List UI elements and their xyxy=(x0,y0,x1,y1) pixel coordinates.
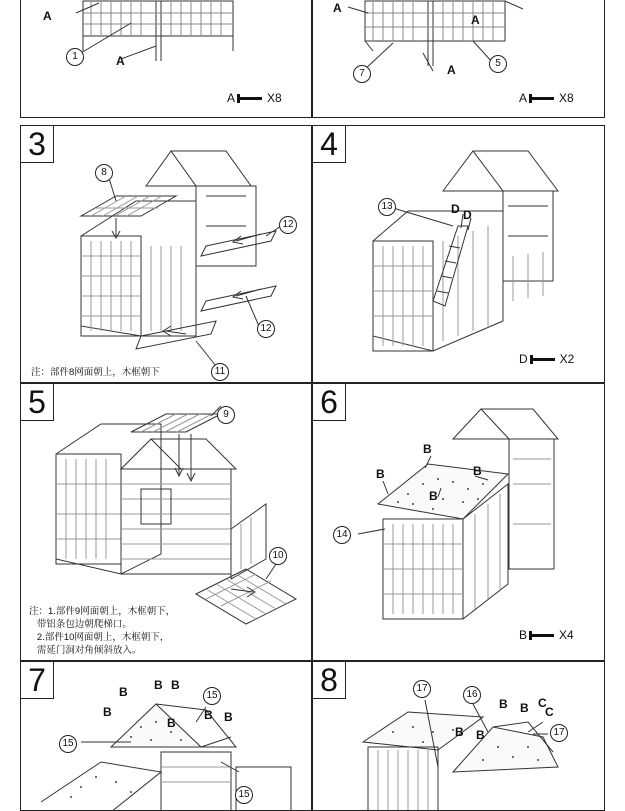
screw-label-b: B xyxy=(119,685,128,699)
screw-qty: X2 xyxy=(559,352,575,366)
screw-label-b: B xyxy=(455,725,464,739)
callout-part-16: 16 xyxy=(463,686,481,704)
callout-part-11: 11 xyxy=(211,363,229,381)
assembly-note: 注：部件8网面朝上，木框朝下 xyxy=(31,367,160,378)
screw-qty: X8 xyxy=(267,91,282,105)
callout-part-15: 15 xyxy=(203,687,221,705)
screw-label-b: B xyxy=(423,442,432,456)
screw-label-a: A xyxy=(471,13,480,27)
screw-letter: A xyxy=(519,91,528,105)
callout-part-10: 10 xyxy=(269,547,287,565)
screw-label-b: B xyxy=(154,678,163,692)
screw-label-b: B xyxy=(103,705,112,719)
callout-part-17: 17 xyxy=(413,680,431,698)
step-4-illustration xyxy=(313,126,605,383)
screw-icon xyxy=(533,358,555,361)
callout-part-12: 12 xyxy=(257,320,275,338)
note-line: 注：1.部件9网面朝上，木框朝下， xyxy=(29,606,176,617)
step-8-panel xyxy=(312,661,605,811)
screw-label-b: B xyxy=(204,708,213,722)
screw-label-b: B xyxy=(376,467,385,481)
note-line: 2.部件10网面朝上，木框朝下， xyxy=(29,632,170,643)
callout-part-15: 15 xyxy=(59,735,77,753)
step-number: 7 xyxy=(21,662,54,699)
screw-label-b: B xyxy=(520,701,529,715)
step-number: 3 xyxy=(21,126,54,163)
screw-letter: D xyxy=(519,352,528,366)
screw-icon xyxy=(240,97,262,100)
step-5-panel xyxy=(20,383,312,661)
callout-part-14: 14 xyxy=(333,526,351,544)
screw-quantity-tag xyxy=(519,352,574,366)
screw-quantity-tag xyxy=(519,91,574,105)
screw-label-b: B xyxy=(476,728,485,742)
callout-part-12: 12 xyxy=(279,216,297,234)
screw-letter: A xyxy=(227,91,236,105)
callout-part-8: 8 xyxy=(95,164,113,182)
step-2-panel xyxy=(312,0,605,118)
screw-label-d: D xyxy=(451,202,460,216)
screw-quantity-tag xyxy=(519,628,574,642)
callout-part-15: 15 xyxy=(235,786,253,804)
step-number: 8 xyxy=(313,662,346,699)
step-number: 5 xyxy=(21,384,54,421)
step-4-panel xyxy=(312,125,605,383)
screw-icon xyxy=(532,97,554,100)
screw-qty: X8 xyxy=(559,91,574,105)
screw-label-a: A xyxy=(43,9,52,23)
callout-part-13: 13 xyxy=(378,198,396,216)
screw-label-a: A xyxy=(333,1,342,15)
screw-label-c: C xyxy=(538,696,547,710)
screw-label-a: A xyxy=(116,54,125,68)
screw-label-d: D xyxy=(463,208,472,222)
screw-label-b: B xyxy=(499,697,508,711)
callout-part-9: 9 xyxy=(217,406,235,424)
screw-label-b: B xyxy=(429,489,438,503)
callout-part-1: 1 xyxy=(66,48,84,66)
screw-quantity-tag xyxy=(227,91,282,105)
screw-label-b: B xyxy=(171,678,180,692)
callout-part-17: 17 xyxy=(550,724,568,742)
step-6-illustration xyxy=(313,384,605,661)
note-line: 带铝条包边朝爬梯口。 xyxy=(29,619,132,630)
screw-label-b: B xyxy=(473,464,482,478)
step-number: 4 xyxy=(313,126,346,163)
step-6-panel xyxy=(312,383,605,661)
step-3-illustration xyxy=(21,126,312,383)
callout-part-5: 5 xyxy=(489,55,507,73)
callout-part-7: 7 xyxy=(353,65,371,83)
screw-label-a: A xyxy=(447,63,456,77)
note-line: 需延门洞对角倾斜放入。 xyxy=(29,645,142,656)
step-3-panel xyxy=(20,125,312,383)
screw-label-b: B xyxy=(167,716,176,730)
screw-label-b: B xyxy=(224,710,233,724)
screw-icon xyxy=(532,634,554,637)
screw-qty: X4 xyxy=(559,628,574,642)
screw-label-c: C xyxy=(545,705,554,719)
step-1-panel xyxy=(20,0,312,118)
step-number: 6 xyxy=(313,384,346,421)
step-7-panel xyxy=(20,661,312,811)
screw-letter: B xyxy=(519,628,528,642)
